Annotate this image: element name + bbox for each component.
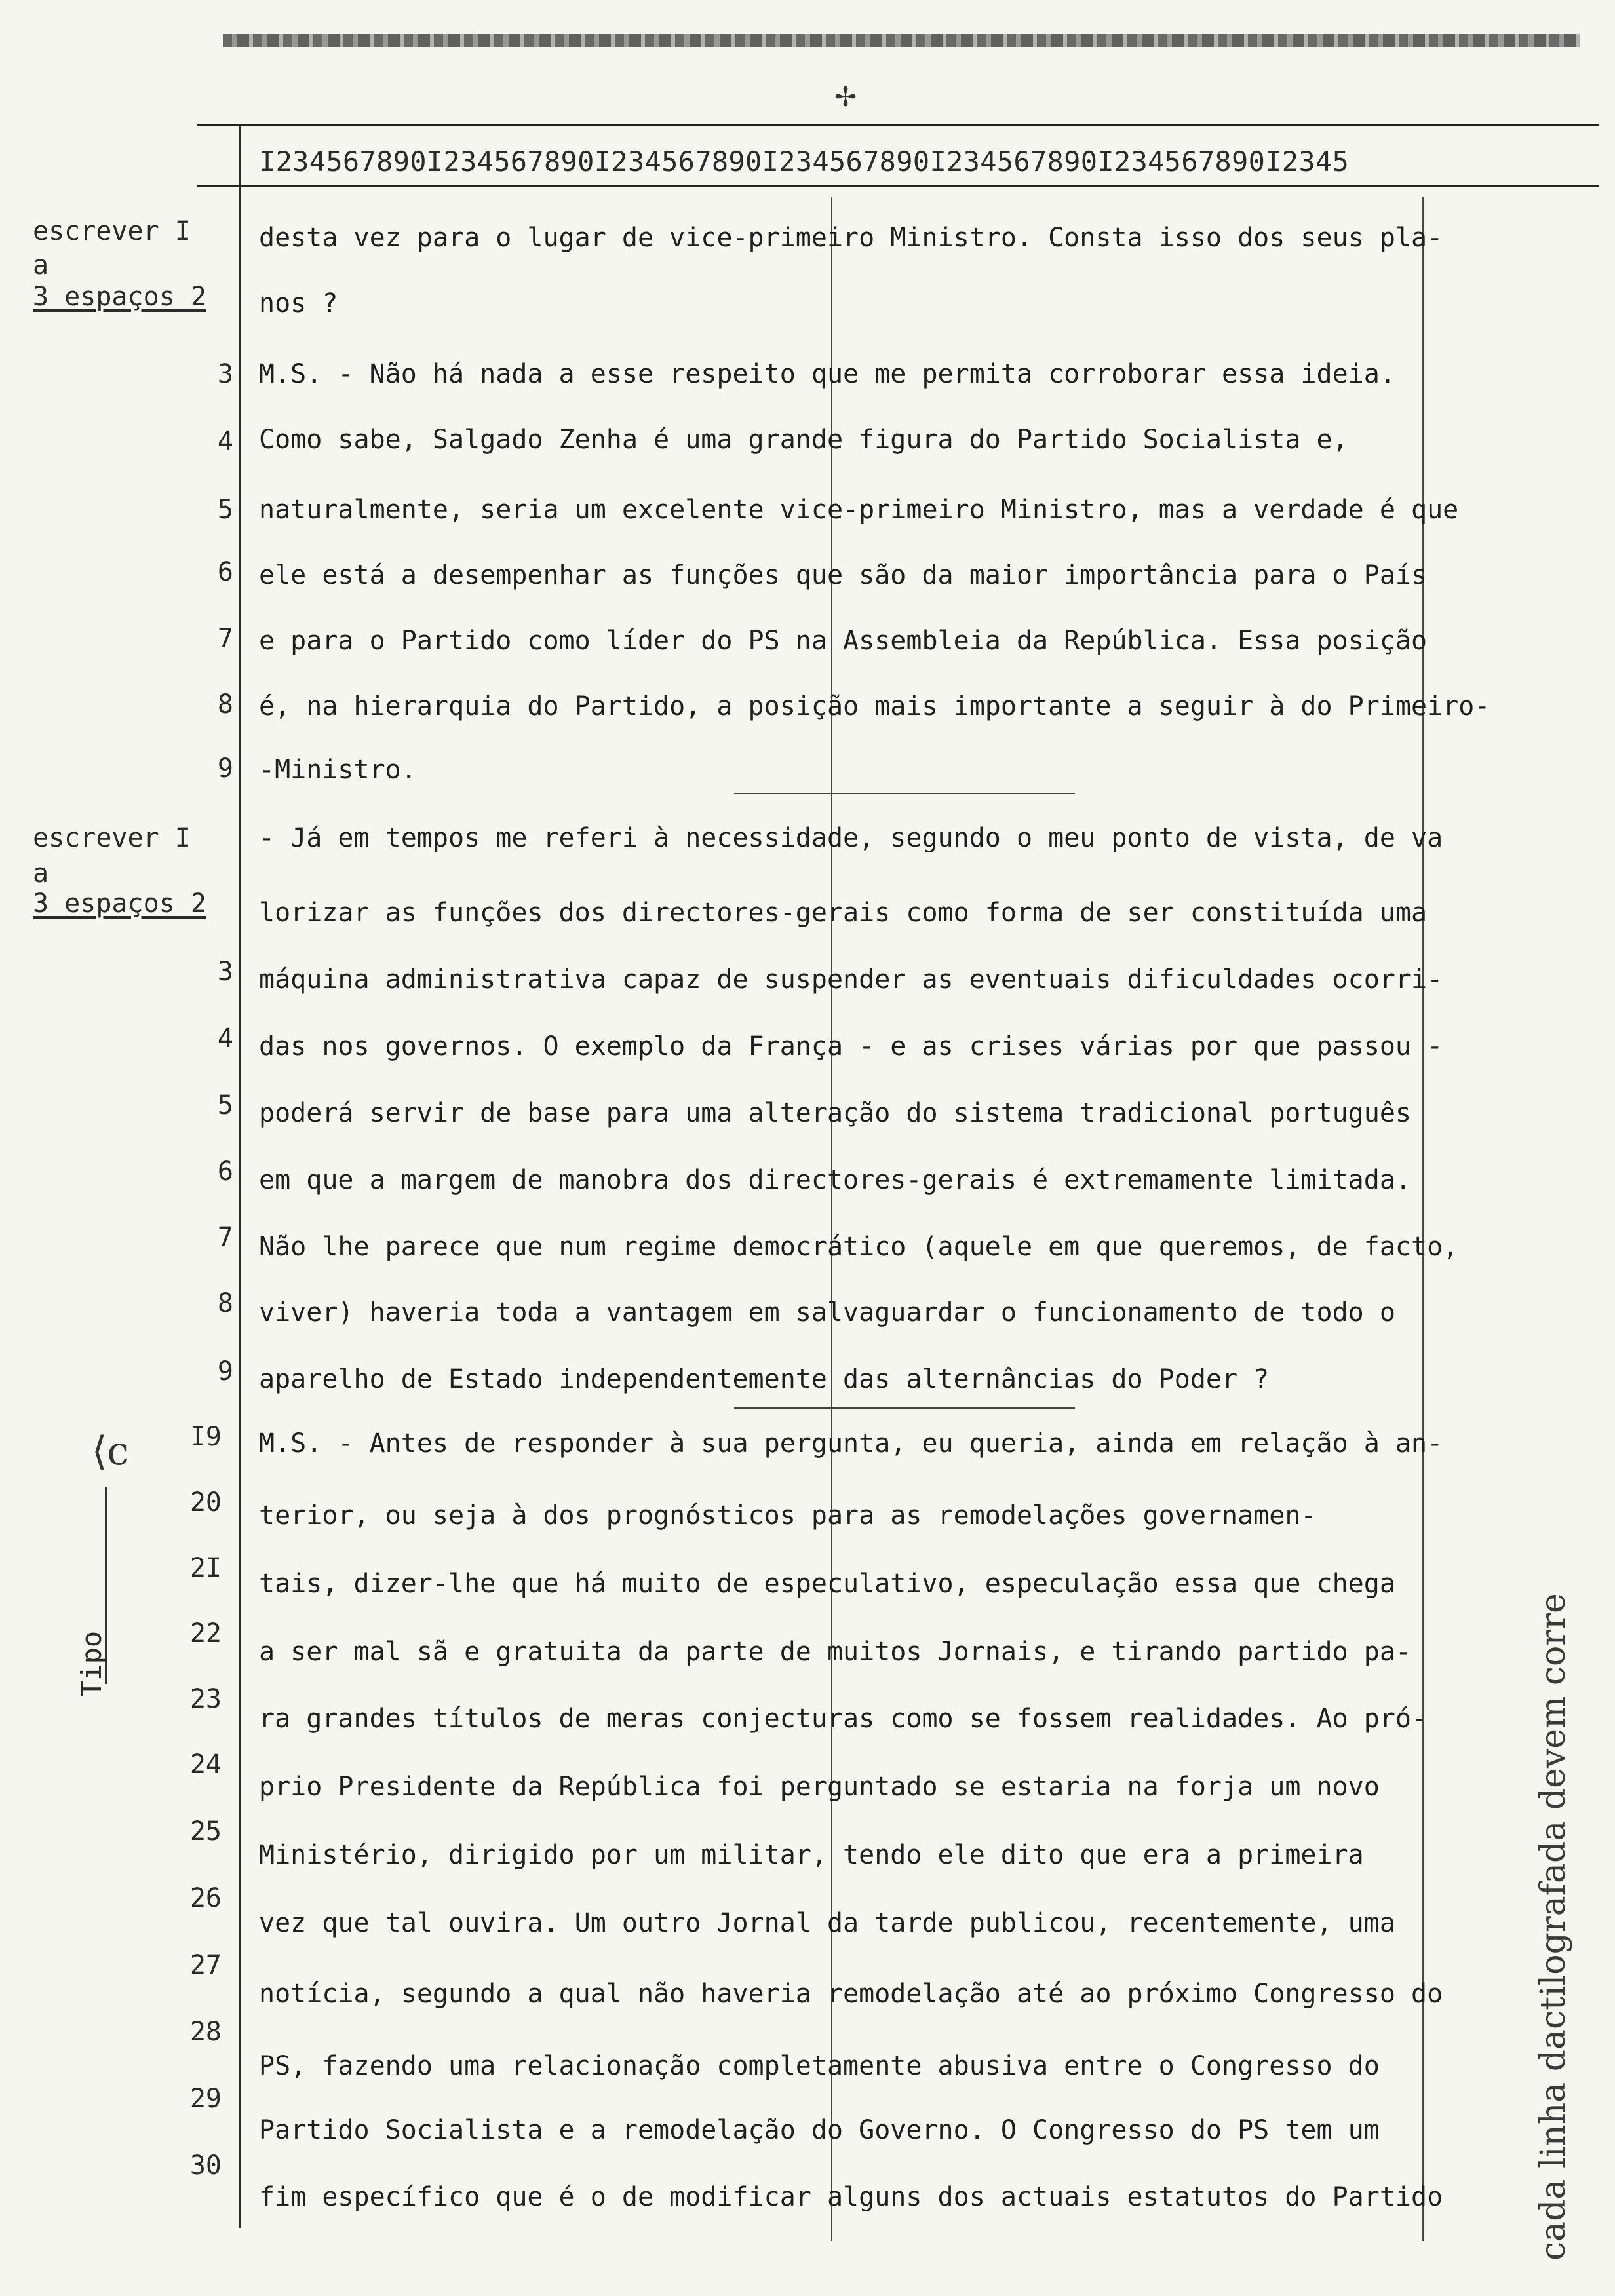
text-line: em que a margem de manobra dos directores-gerais é extremamente limitada. — [259, 1165, 1411, 1195]
text-line: prio Presidente da República foi perguntado se estaria na forja um novo — [259, 1772, 1380, 1802]
line-number: 4 — [217, 427, 233, 457]
margin-label: a — [33, 858, 49, 889]
text-line: M.S. - Antes de responder à sua pergunta, eu queria, ainda em relação à an- — [259, 1428, 1443, 1459]
handwritten-mark-icon: ⟨c — [92, 1428, 130, 1474]
text-line: notícia, segundo a qual não haveria remodelação até ao próximo Congresso do — [259, 1979, 1443, 2009]
line-number: 2I — [189, 1553, 222, 1583]
text-line: aparelho de Estado independentemente das alternâncias do Poder ? — [259, 1364, 1270, 1394]
line-number: 26 — [189, 1883, 222, 1913]
text-line: poderá servir de base para uma alteração do sistema tradicional português — [259, 1098, 1411, 1128]
text-line: naturalmente, seria um excelente vice-primeiro Ministro, mas a verdade é que — [259, 495, 1459, 525]
margin-label: escrever I — [33, 823, 191, 853]
scan-edge-bar — [223, 34, 1580, 47]
text-line: vez que tal ouvira. Um outro Jornal da tarde publicou, recentemente, uma — [259, 1908, 1395, 1938]
line-number: 20 — [189, 1487, 222, 1518]
line-number: I9 — [189, 1422, 222, 1452]
text-line: a ser mal sã e gratuita da parte de muitos Jornais, e tirando partido pa- — [259, 1637, 1411, 1667]
line-number: 28 — [189, 2017, 222, 2047]
line-number: 6 — [217, 1157, 233, 1187]
text-line: viver) haveria toda a vantagem em salvaguardar o funcionamento de todo o — [259, 1297, 1395, 1328]
line-number: 5 — [217, 495, 233, 525]
line-number: 25 — [189, 1816, 222, 1846]
text-line: desta vez para o lugar de vice-primeiro Ministro. Consta isso dos seus pla- — [259, 223, 1443, 253]
text-line: tais, dizer-lhe que há muito de especulativo, especulação essa que chega — [259, 1569, 1395, 1599]
margin-line — [239, 124, 241, 2228]
line-number: 29 — [189, 2084, 222, 2114]
line-number: 8 — [217, 1288, 233, 1318]
line-number: 7 — [217, 624, 233, 654]
text-line: nos ? — [259, 288, 338, 318]
text-line: M.S. - Não há nada a esse respeito que me permita corroborar essa ideia. — [259, 359, 1395, 389]
side-instruction: cada linha dactilografada devem corre — [1534, 1593, 1573, 2261]
text-line: Partido Socialista e a remodelação do Governo. O Congresso do PS tem um — [259, 2115, 1380, 2145]
margin-label: escrever I — [33, 216, 191, 246]
line-number: 7 — [217, 1222, 233, 1252]
tipo-label: Tipo — [75, 1630, 107, 1697]
text-line: é, na hierarquia do Partido, a posição mais importante a seguir à do Primeiro- — [259, 691, 1490, 721]
text-line: fim específico que é o de modificar alguns dos actuais estatutos do Partido — [259, 2182, 1443, 2212]
text-line: lorizar as funções dos directores-gerais como forma de ser constituída uma — [259, 898, 1428, 928]
margin-label: 3 espaços 2 — [33, 889, 206, 919]
section-separator — [734, 1407, 1075, 1409]
line-number: 9 — [217, 1356, 233, 1387]
margin-label: a — [33, 250, 49, 280]
ruler-top-line — [197, 124, 1599, 126]
line-number: 22 — [189, 1618, 222, 1649]
character-ruler: I234567890I234567890I234567890I234567890I234567890I234567890I2345 — [259, 145, 1350, 178]
line-number: 23 — [189, 1684, 222, 1714]
text-line: ra grandes títulos de meras conjecturas como se fossem realidades. Ao pró- — [259, 1704, 1428, 1734]
line-number: 24 — [189, 1750, 222, 1780]
text-line: Não lhe parece que num regime democrático (aquele em que queremos, de facto, — [259, 1232, 1459, 1262]
section-separator — [734, 793, 1075, 794]
line-number: 30 — [189, 2151, 222, 2181]
line-number: 4 — [217, 1024, 233, 1054]
margin-label: 3 espaços 2 — [33, 282, 206, 312]
text-line: Ministério, dirigido por um militar, tendo ele dito que era a primeira — [259, 1840, 1364, 1870]
page-mark: ✢ — [834, 73, 857, 115]
line-number: 9 — [217, 754, 233, 784]
text-line: - Já em tempos me referi à necessidade, segundo o meu ponto de vista, de va — [259, 823, 1443, 853]
text-line: ele está a desempenhar as funções que são da maior importância para o País — [259, 560, 1428, 590]
line-number: 8 — [217, 689, 233, 719]
text-line: -Ministro. — [259, 755, 417, 785]
text-line: e para o Partido como líder do PS na Assembleia da República. Essa posição — [259, 626, 1428, 656]
ruler-bottom-line — [197, 185, 1599, 187]
text-line: Como sabe, Salgado Zenha é uma grande figura do Partido Socialista e, — [259, 425, 1348, 455]
line-number: 6 — [217, 557, 233, 587]
line-number: 3 — [217, 359, 233, 389]
text-line: terior, ou seja à dos prognósticos para as remodelações governamen- — [259, 1501, 1317, 1531]
line-number: 3 — [217, 957, 233, 987]
text-line: das nos governos. O exemplo da França - e as crises várias por que passou - — [259, 1031, 1443, 1062]
text-line: PS, fazendo uma relacionação completamente abusiva entre o Congresso do — [259, 2051, 1380, 2081]
line-number: 27 — [189, 1950, 222, 1980]
line-number: 5 — [217, 1090, 233, 1120]
text-line: máquina administrativa capaz de suspender as eventuais dificuldades ocorri- — [259, 965, 1443, 995]
